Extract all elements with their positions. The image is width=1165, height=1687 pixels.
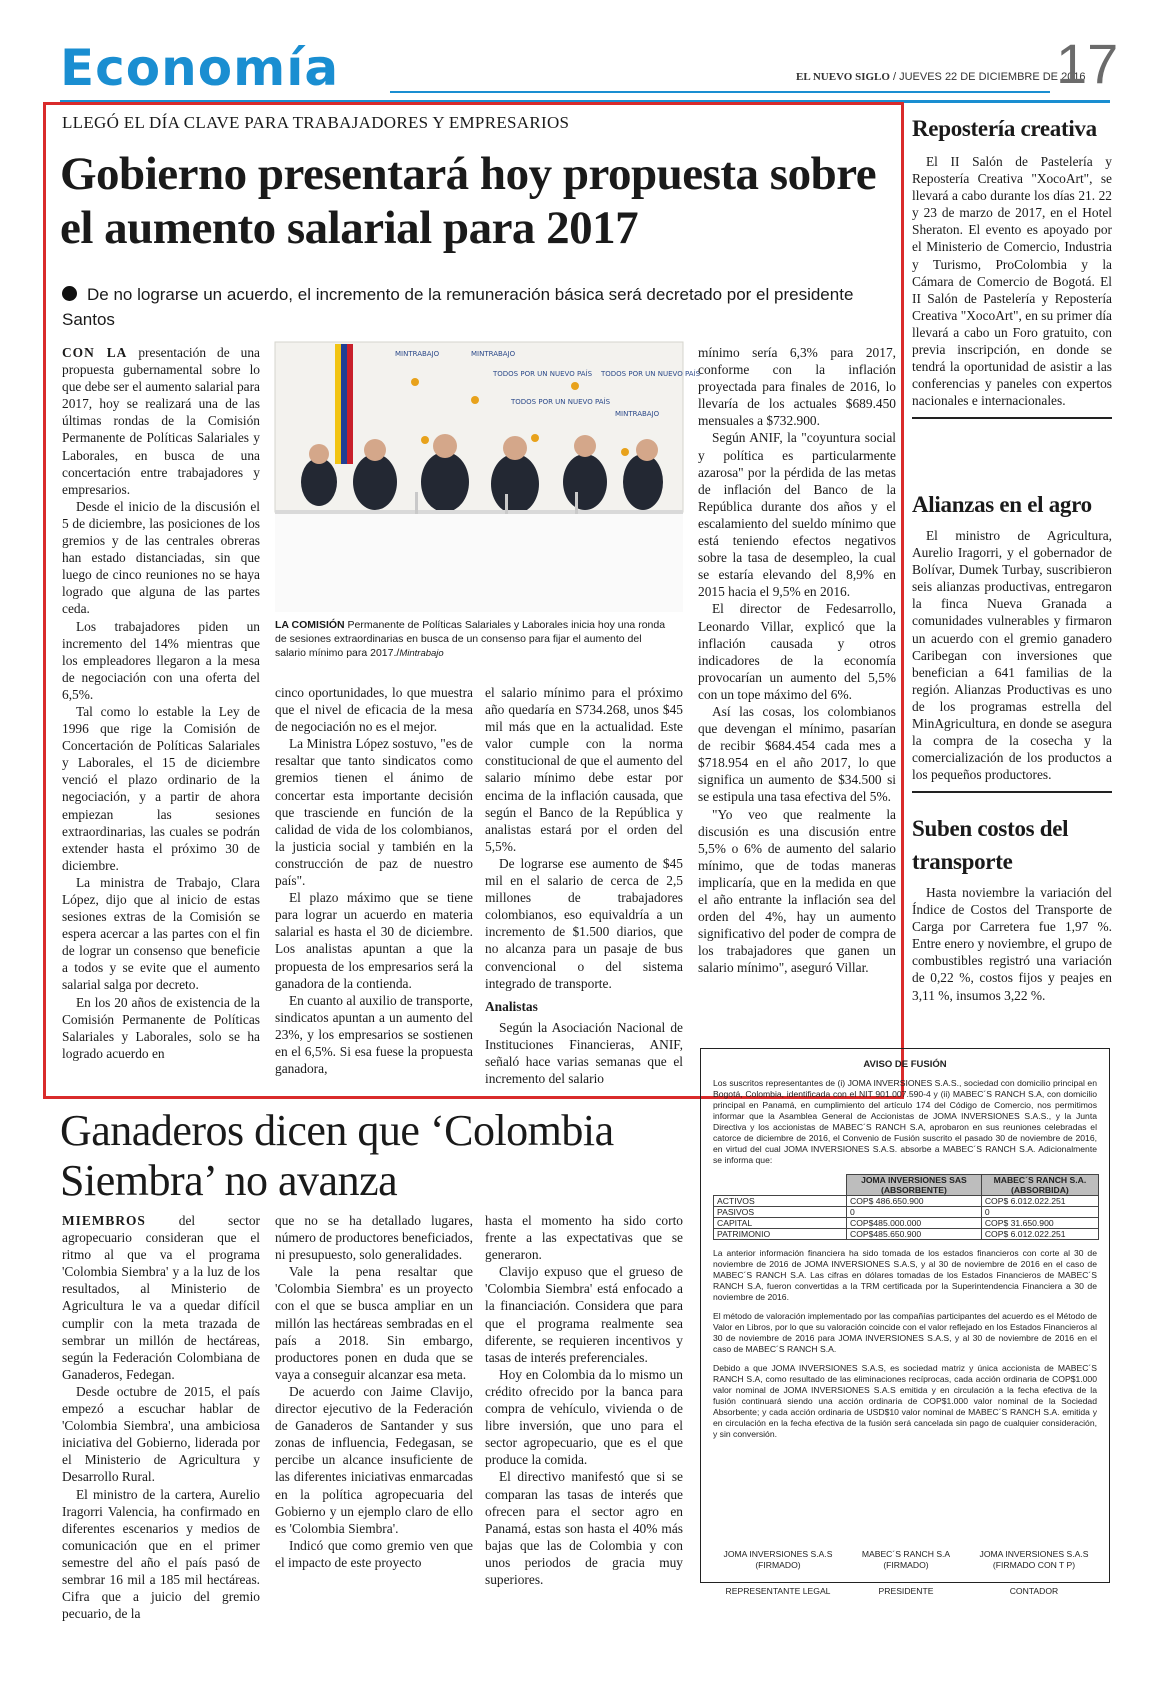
signature-block: [841, 1549, 971, 1597]
table-header-row: [714, 1175, 1099, 1196]
table-cell: CAPITAL: [714, 1218, 847, 1229]
paragraph: Los trabajadores piden un incremento del 14% mientras que los empleadores llegaron a la mesa de negociación con una oferta del 6,5%.: [62, 618, 260, 702]
main-story-column-1: [62, 344, 260, 1062]
sidebar-brief-reposteria: [912, 112, 1112, 419]
notice-paragraph: La anterior información financiera ha sido tomada de los estados financieros con corte al 30 de noviembre de 2016 de JOMA INVERSIONES S.A.S, y al 30 de noviembre de 2016 en el caso de MABEC´S RANCH S.A. Las cifras en dólares tomadas de los Estados Financieros de MABEC´S RANCH S.A, fueron convertidas a la TRM certificada por la Superintendencia Financiera a 30 de noviembre de 2016.: [713, 1248, 1097, 1302]
photo-caption: [275, 618, 675, 661]
photo-credit: Mintrabajo: [399, 648, 444, 659]
paragraph: De lograrse ese aumento de $45 mil en el salario de cerca de 2,5 millones de trabajadores colombianos, eso equivaldría a un incremento de $1.500 diarios, que no alcanza para un pasaje de bus convencional o del sistema integrado de transporte.: [485, 855, 683, 991]
signer-name: JOMA INVERSIONES S.A.S: [723, 1549, 833, 1559]
paragraph: [62, 344, 260, 498]
paragraph: Clavijo expuso que el grueso de 'Colombia Siembra' está enfocado a la financiación. Considera que para que el programa realmente sea diferente, se requieren incentivos y tasas de interés preferenciales.: [485, 1264, 683, 1365]
table-cell: COP$485.000.000: [847, 1218, 982, 1229]
table-header: MABEC´S RANCH S.A. (ABSORBIDA): [981, 1175, 1098, 1196]
paragraph: El plazo máximo que se tiene para lograr un acuerdo en materia salarial es hasta el 30 de diciembre. Los analistas apuntan a que la propuesta de los empresarios será la ganadora de la contienda.: [275, 890, 473, 991]
table-cell: 0: [847, 1207, 982, 1218]
paragraph: Vale la pena resaltar que 'Colombia Siembra' es un proyecto con el que se busca ampliar en un millón las hectáreas sembradas en el país a 2018. Sin embargo, productores ponen en duda que se vaya a conseguir alcanzar esa meta.: [275, 1264, 473, 1382]
notice-paragraph: Los suscritos representantes de (i) JOMA INVERSIONES S.A.S., sociedad con domicilio principal en Bogotá, Colombia, identificada con el NIT 901.007.590-4 y (ii) MABEC´S RANCH S.A, con domicilio principal en Panamá, en cumplimiento del artículo 174 del Código de Comercio, nos permitimos informar que la Asamblea General de Accionistas de JOMA INVERSIONES S.A.S., y la Junta Directiva y los accionistas de MABEC´S RANCH S.A, aprobaron en sus reuniones celebradas el catorce de diciembre de 2016, el Convenio de Fusión suscrito el pasado 30 de noviembre de 2016, en virtud del cual JOMA INVERSIONES S.A.S. absorbe a MABEC´S RANCH S.A. Adicionalmente se informa que:: [713, 1078, 1097, 1165]
divider: [912, 791, 1112, 793]
main-story-column-2: [275, 684, 473, 1077]
second-story-column-2: [275, 1212, 473, 1571]
brief-title: Alianzas en el agro: [912, 492, 1092, 517]
paragraph: Hasta noviembre la variación del Índice de Costos del Transporte de Carga por Carretera fue 1,97 %. Entre enero y noviembre, el grupo de combustibles registró una variación de 0,22 %, costos fijos y peajes en 3,11 %, insumos 3,22 %.: [912, 885, 1112, 1003]
paragraph: En los 20 años de existencia de la Comisión Permanente de Políticas Salariales y Laborales, solo se ha logrado acuerdo en: [62, 994, 260, 1061]
paragraph-text: del sector agropecuario consideran que el ritmo al que va el programa 'Colombia Siembra' y a la luz de los resultados, al Ministerio de Agricultura le va a quedar difícil cumplir con la meta trazada de sembrar un millón de hectáreas, según la Federación Colombiana de Ganaderos, Fedegan.: [62, 1213, 260, 1382]
paragraph: El II Salón de Pastelería y Repostería Creativa "XocoArt", se llevará a cabo durante los días 21. 22 y 23 de marzo de 2017, en el Hotel Sheraton. El evento es apoyado por el Ministerio de Comercio, Industria y Turismo, ProColombia y la Cámara de Comercio de Bogotá. El II Salón de Pastelería y Repostería Creativa "XocoArt", en su primer día llevará a cabo un Foro gratuito, con previa inscripción, en donde se tendrá la oportunidad de asistir a las conferencias y paneles con expertos nacionales e internacionales.: [912, 154, 1112, 409]
paragraph: Tal como lo estable la Ley de 1996 que rige la Comisión de Concertación de Políticas Salariales y Laborales, el 15 de diciembre venció el plazo ordinario de la negociación, y a partir de ahora empiezan las sesiones extraordinarias, las cuales se podrán extender hasta el próximo 30 de diciembre.: [62, 703, 260, 873]
notice-paragraph: El método de valoración implementado por las compañías participantes del acuerdo es el Método de Valor en Libros, por lo que su valoración coincide con el valor reflejado en los Estados Financieros al 30 de noviembre de 2016 para JOMA INVERSIONES S.A.S, y al 30 de noviembre de 2016 en el caso de MABEC´S RANCH S.A.: [713, 1311, 1097, 1354]
paragraph: mínimo sería 6,3% para 2017, conforme con la inflación proyectada para finales de 2016, lo llevaría de los actuales $689.450 mensuales a $732.900.: [698, 345, 896, 429]
brief-title: Repostería creativa: [912, 116, 1097, 141]
second-story-headline: Ganaderos dicen que ‘Colombia Siembra’ no avanza: [60, 1106, 614, 1205]
main-story-column-4: [698, 344, 896, 976]
signer-name: MABEC´S RANCH S.A: [861, 1549, 951, 1559]
paragraph: "Yo veo que realmente la discusión es una discusión entre 5,5% o 6% de aumento del salario mínimo, que de todas maneras implicaría, que en la medida en que el año entrante la inflación sea del orden del 4%, hay un aumento significativo del poder de compra de los trabajadores que ganen un salario mínimo", aseguró Villar.: [698, 806, 896, 976]
bullet-icon: [62, 286, 77, 301]
lede-text: De no lograrse un acuerdo, el incremento de la remuneración básica será decretado por el presidente Santos: [62, 285, 854, 329]
table-cell: ACTIVOS: [714, 1196, 847, 1207]
subhead: Analistas: [485, 998, 538, 1014]
paragraph: Así las cosas, los colombianos que devengan el mínimo, pasarían de recibir $684.454 cada mes a $718.954 en el año 2017, lo que significa un aumento de $34.500 si se estipula una tasa efectiva del 5%.: [698, 703, 896, 805]
signer-role: PRESIDENTE: [878, 1586, 934, 1596]
table-cell: COP$485.650.900: [847, 1229, 982, 1240]
paragraph: La Ministra López sostuvo, "es de resaltar que tanto sindicatos como gremios tienen el ánimo de concertar esta importante decisión que trasciende en función de la calidad de vida de los colombianos, la justicia social y también en la construcción de paz de nuestro país".: [275, 736, 473, 889]
brief-title: Suben costos del transporte: [912, 816, 1069, 874]
sidebar-brief-transporte: [912, 812, 1112, 1004]
banner-text: MINTRABAJO: [471, 350, 516, 358]
table-cell: COP$ 6.012.022.251: [981, 1229, 1098, 1240]
masthead-rule: [390, 91, 1050, 93]
paragraph-text: presentación de una propuesta gubernamental sobre lo que debe ser el aumento salarial para 2017, hoy se realizará una de las últimas rondas de la Comisión Permanente de Políticas Salariales y Laborales, en busca de una concertación entre trabajadores y empresarios.: [62, 345, 260, 497]
table-cell: COP$ 6.012.022.251: [981, 1196, 1098, 1207]
paragraph: Desde octubre de 2015, el país empezó a escuchar hablar de 'Colombia Siembra', una ambiciosa iniciativa del Gobierno, liderada por el Ministerio de Agricultura y Desarrollo Rural.: [62, 1383, 260, 1485]
table-row: [714, 1218, 1099, 1229]
sidebar-brief-alianzas: [912, 488, 1112, 793]
banner-text: TODOS POR UN NUEVO PAÍS: [511, 398, 611, 406]
paragraph: que no se ha detallado lugares, número de productores beneficiados, ni presupuesto, solo generalidades.: [275, 1213, 473, 1263]
paragraph: hasta el momento ha sido corto frente a las expectativas que se generaron.: [485, 1213, 683, 1263]
paragraph: El ministro de la cartera, Aurelio Iragorri Valencia, ha confirmado en diferentes escenarios y medios de comunicación que en el primer semestre del año el país pasó de sembrar 16 mil a 185 mil hectáreas. Cifra que a juicio del gremio pecuario, de la: [62, 1486, 260, 1622]
table-cell: PASIVOS: [714, 1207, 847, 1218]
table-header: JOMA INVERSIONES SAS (ABSORBENTE): [847, 1175, 982, 1196]
section-title: Economía: [60, 39, 340, 97]
masthead-dateline: [796, 71, 1086, 83]
paragraph: Según ANIF, la "coyuntura social y política es particularmente azarosa" por la pérdida de las metas de inflación del Banco de la República durante dos años y el escalamiento del sueldo mínimo que está teniendo efectos negativos sobre la tasa de desempleo, la cual se estaría elevando del 8,9% en 2015 hacia el 9,5% en 2016.: [698, 430, 896, 600]
paragraph: En cuanto al auxilio de transporte, sindicatos apuntan a un aumento del 23%, y los empresarios se sostienen en el 6,5%. Si esa fuese la propuesta ganadora,: [275, 992, 473, 1077]
signer-status: (FIRMADO): [883, 1560, 929, 1570]
brief-body: [912, 153, 1112, 409]
paragraph: Indicó que como gremio ven que el impacto de este proyecto: [275, 1537, 473, 1570]
paragraph: Según la Asociación Nacional de Instituciones Financieras, ANIF, señaló hace varias semanas que el incremento del salario: [485, 1019, 683, 1087]
table-cell: PATRIMONIO: [714, 1229, 847, 1240]
merger-notice: [700, 1048, 1110, 1596]
page-number: 17: [1056, 32, 1119, 95]
brief-body: [912, 884, 1112, 1004]
paragraph: El directivo manifestó que si se comparan las tasas de interés que ofrecen para el sector agro en Panamá, estas son hasta el 40% más bajas que las de Colombia y con unos periodos de gracia muy superiores.: [485, 1469, 683, 1587]
paragraph: Hoy en Colombia da lo mismo un crédito ofrecido por la banca para compra de vehículo, vivienda o de libre inversión, que uno para el sector agropecuario, que es el que produce la comida.: [485, 1366, 683, 1468]
notice-paragraph: Debido a que JOMA INVERSIONES S.A.S, es sociedad matriz y única accionista de MABEC´S RANCH S.A, como resultado de las eliminaciones recíprocas, cada acción ordinaria de COP$1.000 valor nominal de JOMA INVERSIONES S.A.S emitida y en circulación a la fecha efectiva de la fusión continuará siendo una acción ordinaria de COP$1.000 valor nominal de la Sociedad Absorbente; y cada acción ordinaria de USD$10 valor nominal de MABEC´S RANCH S.A. emitida y en circulación en la fecha efectiva de la fusión será cancelada sin pago de cualquier consideración, y sin conversión.: [713, 1363, 1097, 1439]
table-cell: COP$ 31.650.900: [981, 1218, 1098, 1229]
paragraph: Desde el inicio de la discusión el 5 de diciembre, las posiciones de los gremios y de las centrales obreras han estado distanciadas, sin que luego de cinco reuniones no se haya logrado que alguna de las partes ceda.: [62, 498, 260, 617]
table-row: [714, 1196, 1099, 1207]
signer-role: CONTADOR: [1009, 1586, 1059, 1596]
notice-title: AVISO DE FUSIÓN: [863, 1059, 947, 1070]
meeting-photo-illustration: [275, 342, 701, 612]
lead-in: CON LA: [62, 345, 128, 360]
paragraph: La ministra de Trabajo, Clara López, dijo que al inicio de estas sesiones extras de la Comisión se espera acercar a las partes con el fin de lograr un consenso que beneficie a todos y se evite que el aumento salarial salga por decreto.: [62, 874, 260, 993]
signer-status: (FIRMADO): [755, 1560, 801, 1570]
banner-text: MINTRABAJO: [395, 350, 440, 358]
table-cell: 0: [981, 1207, 1098, 1218]
banner-text: TODOS POR UN NUEVO PAÍS: [601, 370, 701, 378]
news-photo: [275, 342, 701, 612]
main-story-column-3: [485, 684, 683, 1087]
financial-table: [713, 1174, 1099, 1240]
lead-in: MIEMBROS: [62, 1213, 146, 1228]
signature-block: [969, 1549, 1099, 1597]
issue-date: / JUEVES 22 DE DICIEMBRE DE 2016: [889, 71, 1086, 83]
second-story-column-3: [485, 1212, 683, 1588]
table-header-empty: [714, 1175, 847, 1196]
signer-role: REPRESENTANTE LEGAL: [725, 1586, 831, 1596]
signer-name: JOMA INVERSIONES S.A.S: [979, 1549, 1089, 1559]
paper-name: EL NUEVO SIGLO: [796, 71, 890, 83]
signature-block: [713, 1549, 843, 1597]
table-cell: COP$ 486.650.900: [847, 1196, 982, 1207]
paragraph: El ministro de Agricultura, Aurelio Iragorri, y el gobernador de Bolívar, Dumek Turbay, suscribieron seis alianzas productivas, entregaron la finca Nueva Granada a comunidades vulnerables y firmaron un acuerdo con el gremio ganadero Caribegan con inversiones que benefician a 641 familias de la región. Alianzas Productivas es uno de los programas estrella del MinAgricultura, en donde se asegura la compra de la cosecha y la comercialización de los productos a los pequeños productores.: [912, 528, 1112, 783]
banner-text: MINTRABAJO: [615, 410, 660, 418]
signer-status: (FIRMADO CON T P): [992, 1560, 1076, 1570]
main-story-kicker: LLEGÓ EL DÍA CLAVE PARA TRABAJADORES Y EMPRESARIOS: [62, 113, 570, 132]
banner-text: TODOS POR UN NUEVO PAÍS: [493, 370, 593, 378]
paragraph: El director de Fedesarrollo, Leonardo Villar, explicó que la inflación causada y otros indicadores de la economía provocarían un aumento del 5,5% con un tope máximo del 6%.: [698, 601, 896, 702]
paragraph: el salario mínimo para el próximo año quedaría en S734.268, unos $45 mil más que en la actualidad. Este valor cumple con la norma constitucional de que el aumento del salario mínimo debe estar por encima de la inflación causada, que según el Banco de la República y analistas estará por el orden del 5,5%.: [485, 685, 683, 854]
paragraph: [62, 1212, 260, 1383]
main-story-lede: [62, 282, 902, 332]
table-row: [714, 1207, 1099, 1218]
caption-lead: LA COMISIÓN: [275, 619, 345, 631]
table-row: [714, 1229, 1099, 1240]
main-story-headline: Gobierno presentará hoy propuesta sobre el aumento salarial para 2017: [60, 148, 877, 254]
caption-text: Permanente de Políticas Salariales y Laborales inicia hoy una ronda de sesiones extraordinarias en busca de un consenso para fijar el aumento del salario mínimo para 2017./: [275, 619, 666, 659]
divider: [912, 417, 1112, 419]
paragraph: cinco oportunidades, lo que muestra que el nivel de eficacia de la mesa de negociación no es el mejor.: [275, 685, 473, 735]
paragraph: De acuerdo con Jaime Clavijo, director ejecutivo de la Federación de Ganaderos de Santander y sus zonas de influencia, Fedegasan, se percibe un alcance insuficiente de las diferentes iniciativas enmarcadas en la política agropecuaria del Gobierno y un ejemplo claro de ello es 'Colombia Siembra'.: [275, 1383, 473, 1536]
second-story-column-1: [62, 1212, 260, 1622]
brief-body: [912, 527, 1112, 783]
